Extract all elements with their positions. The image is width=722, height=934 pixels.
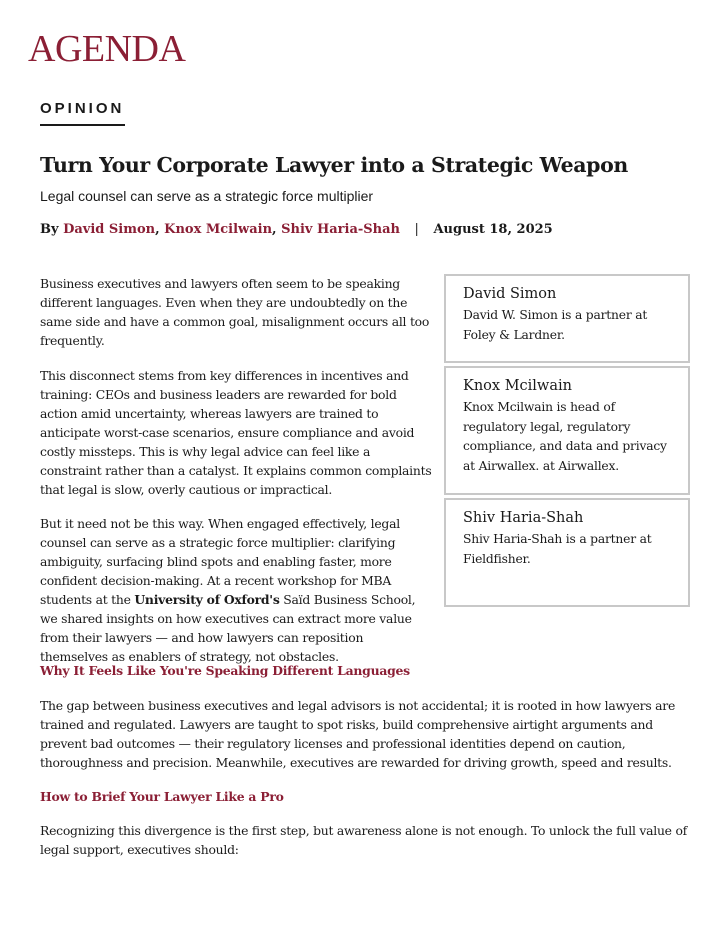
subheading-different-languages: Why It Feels Like You're Speaking Different Languages — [40, 663, 410, 678]
bio-text: Knox Mcilwain is head of regulatory legal, regulatory compliance, and data and privacy at Airwallex. at Airwallex. — [463, 400, 667, 473]
author-link-shiv-haria-shah[interactable]: Shiv Haria-Shah — [281, 222, 400, 237]
article-title: Turn Your Corporate Lawyer into a Strategic Weapon — [40, 153, 628, 177]
author-bio-card — [444, 274, 690, 363]
section-label[interactable]: OPINION — [40, 100, 125, 117]
author-bio-card — [444, 498, 690, 607]
bio-name[interactable]: David Simon — [463, 286, 557, 302]
paragraph-intro: Business executives and lawyers often seem to be speaking different languages. Even when they are undoubtedly on the same side and have a common goal, misalignment occurs all too frequently. — [40, 276, 430, 348]
paragraph-gap: The gap between business executives and legal advisors is not accidental; it is rooted in how lawyers are trained and regulated. Lawyers are taught to spot risks, build comprehensive airtight arguments and prevent bad outcomes — their regulatory licenses and professional identities depend on caution, thoroughness and precision. Meanwhile, executives are rewarded for driving growth, speed and results. — [40, 698, 676, 770]
subheading-brief-lawyer: How to Brief Your Lawyer Like a Pro — [40, 789, 284, 804]
author-link-knox-mcilwain[interactable]: Knox Mcilwain — [164, 222, 273, 237]
author-bio-card — [444, 366, 690, 495]
byline-prefix: By — [40, 222, 59, 237]
bio-text: David W. Simon is a partner at Foley & Lardner. — [463, 308, 648, 342]
bio-name[interactable]: Shiv Haria-Shah — [463, 510, 584, 526]
byline-separator: | — [414, 222, 419, 237]
byline: By David Simon, Knox Mcilwain, Shiv Haria-Shah | August 18, 2025 — [40, 222, 553, 237]
bio-text: Shiv Haria-Shah is a partner at Fieldfisher. — [463, 532, 652, 566]
article-subtitle: Legal counsel can serve as a strategic force multiplier — [40, 188, 374, 204]
agenda-logo[interactable]: AGENDA — [28, 28, 186, 70]
publish-date: August 18, 2025 — [433, 222, 553, 237]
paragraph-recognizing: Recognizing this divergence is the first step, but awareness alone is not enough. To unlock the full value of legal support, executives should: — [40, 823, 688, 857]
bio-name[interactable]: Knox Mcilwain — [463, 378, 572, 394]
author-link-david-simon[interactable]: David Simon — [63, 222, 156, 237]
paragraph-force-multiplier: But it need not be this way. When engaged effectively, legal counsel can serve as a strategic force multiplier: clarifying ambiguity, surfacing blind spots and enabling faster, more confident decision-making. At a recent workshop for MBA students at the University of Oxford's Saïd Business School, we shared insights on how executives can extract more value from their lawyers — and how lawyers can reposition themselves as enablers of strategy, not obstacles. — [40, 516, 416, 664]
section-underline — [40, 124, 125, 126]
oxford-link[interactable]: University of Oxford's — [134, 592, 280, 607]
paragraph-disconnect: This disconnect stems from key differences in incentives and training: CEOs and business leaders are rewarded for bold action amid uncertainty, whereas lawyers are trained to anticipate worst-case scenarios, ensure compliance and avoid costly missteps. This is why legal advice can feel like a constraint rather than a catalyst. It explains common complaints that legal is slow, overly cautious or impractical. — [40, 368, 432, 497]
